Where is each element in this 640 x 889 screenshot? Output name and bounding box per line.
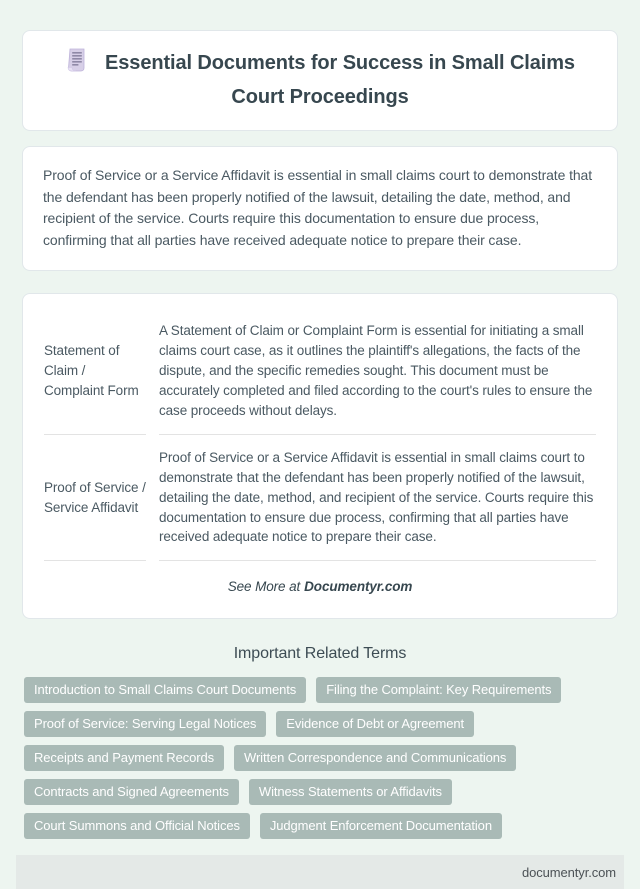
documents-table-card (22, 293, 618, 620)
related-term-chip[interactable]: Judgment Enforcement Documentation (260, 813, 502, 839)
page-title-text: Essential Documents for Success in Small Claims Court Proceedings (105, 52, 575, 108)
intro-paragraph: Proof of Service or a Service Affidavit is essential in small claims court to demonstrate that the defendant has been properly notified of the lawsuit, detailing the date, method, and recipient of the service. Courts require this documentation to ensure due process, confirming that all parties have received adequate notice to prepare their case. (43, 167, 593, 249)
chip-row (24, 779, 640, 805)
intro-card (22, 146, 618, 271)
see-more-prefix: See More at (227, 579, 301, 595)
related-terms-heading: Important Related Terms (233, 645, 407, 663)
chip-row (24, 711, 640, 737)
related-term-chip[interactable]: Proof of Service: Serving Legal Notices (24, 711, 266, 737)
document-description: Proof of Service or a Service Affidavit is essential in small claims court to demonstrate that the defendant has been properly notified of the lawsuit, detailing the date, method, and recipient of the service. Courts require this documentation to ensure due process, confirming that all parties have received adequate notice to prepare their case. (159, 435, 596, 562)
chip-row (24, 745, 640, 771)
chip-row (24, 677, 640, 703)
header-card (22, 30, 618, 131)
related-term-chip[interactable]: Witness Statements or Affidavits (249, 779, 452, 805)
receipt-icon (65, 47, 89, 82)
see-more-line (31, 579, 609, 594)
related-term-chip[interactable]: Evidence of Debt or Agreement (276, 711, 474, 737)
related-term-chip[interactable]: Introduction to Small Claims Court Documents (24, 677, 306, 703)
footer-bar (16, 855, 624, 889)
page-title (59, 47, 581, 112)
footer-site-text: documentyr.com (522, 864, 616, 880)
related-terms-list (0, 677, 640, 839)
table-row (44, 435, 596, 562)
related-term-chip[interactable]: Written Correspondence and Communications (234, 745, 516, 771)
table-row (44, 308, 596, 435)
document-description: A Statement of Claim or Complaint Form is essential for initiating a small claims court case, as it outlines the plaintiff's allegations, the facts of the dispute, and the specific remedies sought. This document must be accurately completed and filed according to the court's rules to ensure the case proceeds without delays. (159, 308, 596, 435)
document-term: Statement of Claim / Complaint Form (44, 308, 146, 435)
related-term-chip[interactable]: Filing the Complaint: Key Requirements (316, 677, 561, 703)
chip-row (24, 813, 640, 839)
related-term-chip[interactable]: Contracts and Signed Agreements (24, 779, 239, 805)
documents-table (31, 308, 609, 562)
related-term-chip[interactable]: Court Summons and Official Notices (24, 813, 250, 839)
document-term: Proof of Service / Service Affidavit (44, 435, 146, 562)
see-more-site: Documentyr.com (304, 579, 413, 595)
related-term-chip[interactable]: Receipts and Payment Records (24, 745, 224, 771)
